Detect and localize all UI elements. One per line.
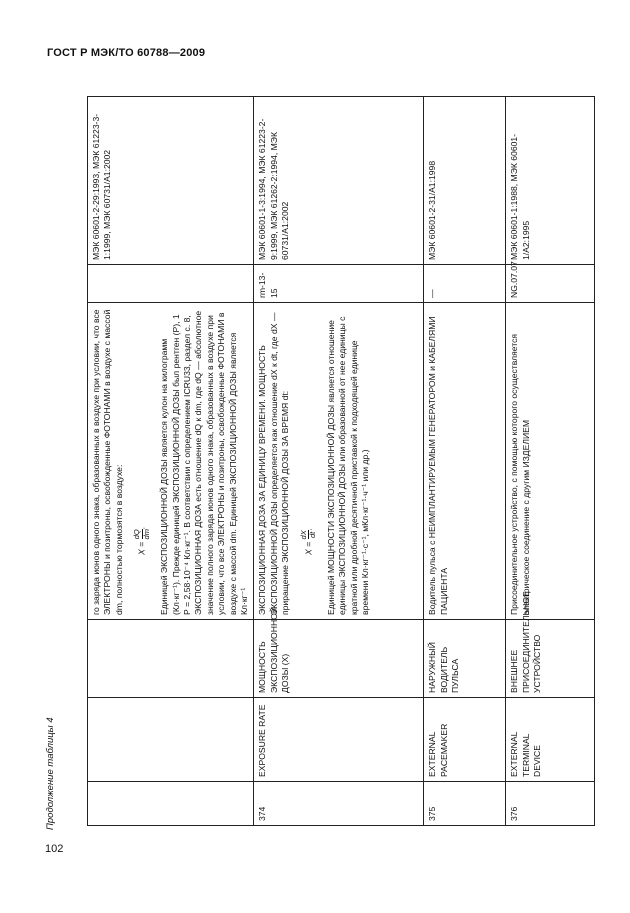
term-code xyxy=(88,265,254,303)
table-row xyxy=(506,97,595,826)
page-number: 102 xyxy=(45,843,64,855)
term-definition xyxy=(254,303,424,620)
term-russian: МОЩНОСТЬ ЭКСПОЗИЦИОННОЙ ДОЗЫ (X) xyxy=(254,620,424,698)
term-number: 374 xyxy=(254,782,424,826)
term-russian: НАРУЖНЫЙ ВОДИТЕЛЬ ПУЛЬСА xyxy=(424,620,506,698)
term-references: МЭК 60601-1-3:1994, МЭК 61223-2-9:1999, МЭК 61262-2:1994, МЭК 60731/A1:2002 xyxy=(254,97,424,265)
definition-text: Присоединительное устройство, с помощью которого осуществляется электрическое соединение с другим ИЗДЕЛИЕМ xyxy=(509,333,531,615)
formula-fraction xyxy=(298,527,318,540)
term-number: 376 xyxy=(506,782,595,826)
formula xyxy=(300,307,318,555)
formula-lhs: X = xyxy=(136,539,147,555)
definition-note: Единицей МОЩНОСТИ ЭКСПОЗИЦИОННОЙ ДОЗЫ является отношение единицы ЭКСПОЗИЦИОННОЙ ДОЗЫ или образованной от нее единицы с кратной или дробной десятичной приставкой к подходящей единице времени Кл·кг⁻¹·с⁻¹, мКл·кг⁻¹·ч⁻¹ или др.) xyxy=(325,316,370,615)
formula-tail: . xyxy=(136,526,147,530)
formula-lhs: X = xyxy=(302,539,313,555)
formula-tail: . xyxy=(302,527,313,531)
term-russian xyxy=(88,620,254,698)
formula-denominator: dt xyxy=(308,531,318,539)
term-definition xyxy=(506,303,595,620)
term-number xyxy=(88,782,254,826)
document-header: ГОСТ Р МЭК/ТО 60788—2009 xyxy=(47,47,206,59)
definition-text: Водитель пульса с НЕИМПЛАНТИРУЕМЫМ ГЕНЕРАТОРОМ и КАБЕЛЯМИ ПАЦИЕНТА xyxy=(427,316,449,615)
term-definition xyxy=(88,303,254,620)
term-english: EXPOSURE RATE xyxy=(254,698,424,782)
formula-denominator: dm xyxy=(141,529,151,540)
term-russian: ВНЕШНЕЕ ПРИСОЕДИНИТЕЛЬНОЕ УСТРОЙСТВО xyxy=(506,620,595,698)
term-code: — xyxy=(424,265,506,303)
term-references: МЭК 60601-2-29:1993, МЭК 61223-3-1:1999, МЭК 60731/A1:2002 xyxy=(88,97,254,265)
term-references: МЭК 60601-1:1988, МЭК 60601-1/A2:1995 xyxy=(506,97,595,265)
terms-table xyxy=(87,96,595,826)
definition-text: го заряда ионов одного знака, образованных в воздухе при условии, что все ЭЛЕКТРОНЫ и позитроны, освобожденные ФОТОНАМИ в воздухе с массой dm, полностью тормозятся в воздухе: xyxy=(91,309,124,615)
formula xyxy=(133,307,151,555)
term-definition xyxy=(424,303,506,620)
table-row xyxy=(254,97,424,826)
term-code: rm-13-15 xyxy=(254,265,424,303)
table-continuation-label: Продолжение таблицы 4 xyxy=(45,717,56,830)
term-number: 375 xyxy=(424,782,506,826)
rotated-table-wrapper xyxy=(87,96,582,826)
definition-note: Единицей ЭКСПОЗИЦИОННОЙ ДОЗЫ является кулон на килограмм (Кл·кг⁻¹). Прежде единицей ЭКСПОЗИЦИОННОЙ ДОЗЫ был рентген (Р), 1 Р = 2,58·10⁻⁴ Кл·кг⁻¹. В соответствии с определением ICRU33, раздел с. 8, ЭКСПОЗИЦИОННАЯ ДОЗА есть отношение dQ к dm, где dQ — абсолютное значение полного заряда ионов одного знака, образованных в воздухе при условии, что все ЭЛЕКТРОНЫ и позитроны, освобожденные ФОТОНАМИ в воздухе с массой dm. Единицей ЭКСПОЗИЦИОННОЙ ДОЗЫ является Кл·кг⁻¹ xyxy=(159,310,250,615)
table-row xyxy=(424,97,506,826)
term-english: EXTERNAL TERMINAL DEVICE xyxy=(506,698,595,782)
formula-numerator: dX xyxy=(298,530,308,540)
term-english xyxy=(88,698,254,782)
definition-text: ЭКСПОЗИЦИОННАЯ ДОЗА ЗА ЕДИНИЦУ ВРЕМЕНИ. МОЩНОСТЬ ЭКСПОЗИЦИОННОЙ ДОЗЫ определяется как отношение dX к dt, где dX — приращение ЭКСПОЗИЦИОННОЙ ДОЗЫ ЗА ВРЕМЯ dt: xyxy=(257,312,291,615)
formula-numerator: dQ xyxy=(132,529,142,540)
term-references: МЭК 60601-2-31/A1:1998 xyxy=(424,97,506,265)
term-code: NG.07.07 xyxy=(506,265,595,303)
formula-fraction xyxy=(132,526,151,540)
table-row xyxy=(88,97,254,826)
term-english: EXTERNAL PACEMAKER xyxy=(424,698,506,782)
